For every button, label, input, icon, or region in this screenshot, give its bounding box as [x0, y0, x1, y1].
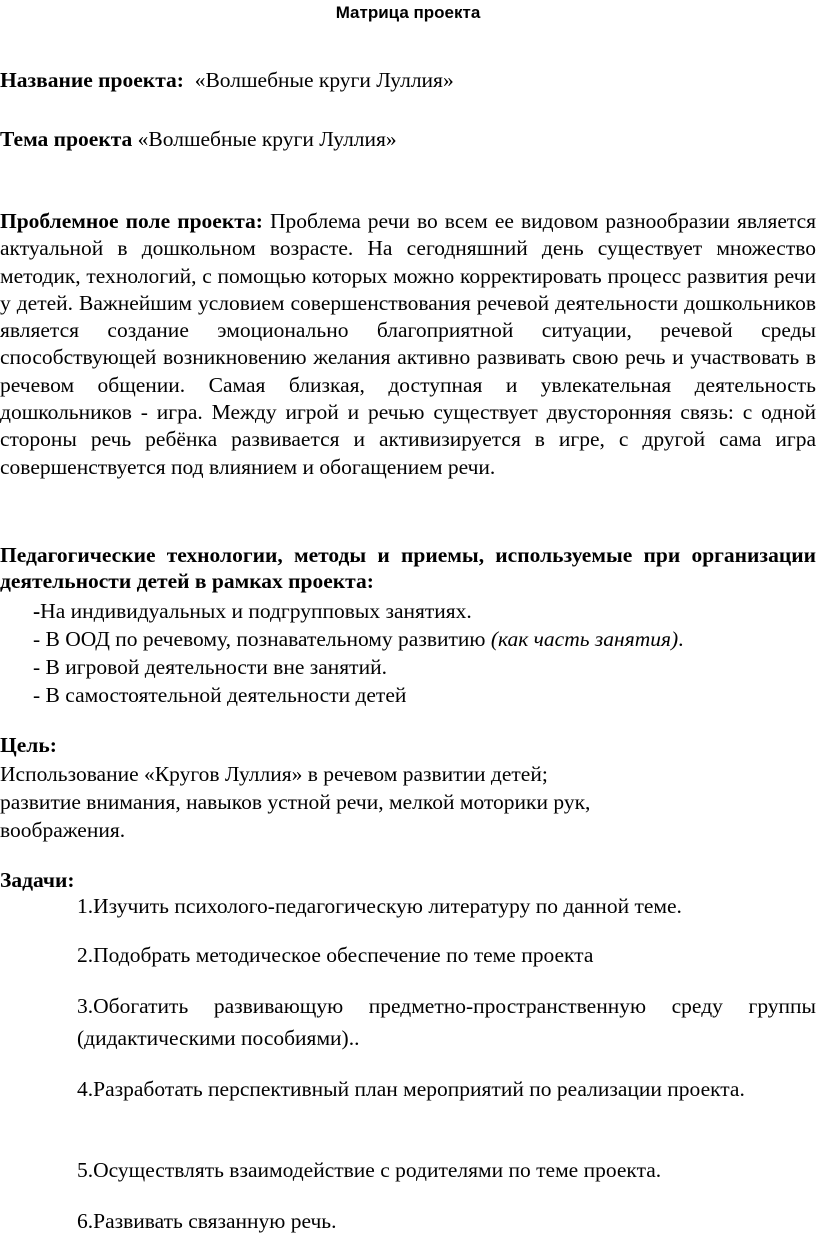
project-name-line — [0, 67, 454, 93]
pedagogical-item — [33, 682, 406, 708]
goal-label: Цель: — [0, 733, 57, 757]
pedagogical-item — [33, 654, 387, 680]
project-name-label: Название проекта: — [0, 68, 184, 92]
pedagogical-item-suffix: . — [678, 627, 684, 651]
project-theme-line — [0, 126, 397, 152]
project-theme-label: Тема проекта — [0, 127, 133, 151]
problem-field-label: Проблемное поле проекта: — [0, 209, 263, 233]
goal-line: Использование «Кругов Луллия» в речевом развитии детей; — [0, 762, 548, 786]
pedagogical-item — [33, 598, 472, 624]
project-theme-value: «Волшебные круги Луллия» — [137, 127, 397, 151]
pedagogical-heading: Педагогические технологии, методы и приемы, используемые при организации деятельности детей в рамках проекта: — [0, 543, 816, 593]
task-item: 3.Обогатить развивающую предметно-пространственную среду группы (дидактическими пособиями).. — [77, 994, 816, 1050]
pedagogical-item — [33, 626, 684, 652]
pedagogical-item-note: (как часть занятия) — [490, 627, 679, 651]
goal-line: развитие внимания, навыков устной речи, мелкой моторики рук, — [0, 790, 591, 814]
problem-field-text: Проблема речи во всем ее видовом разнообразии является актуальной в дошкольном возрасте. На сегодняшний день существует множество методик, технологий, с помощью которых можно корректировать процесс развития речи у детей. Важнейшим условием совершенствования речевой деятельности дошкольников является создание эмоционально благоприятной ситуации, речевой среды способствующей возникновению желания активно развивать свою речь и участвовать в речевом общении. Самая близкая, доступная и увлекательная деятельность дошкольников - игра. Между игрой и речью существует двусторонняя связь: с одной стороны речь ребёнка развивается и активизируется в игре, с другой сама игра совершенствуется под влиянием и обогащением речи. — [0, 209, 816, 479]
project-name-value: «Волшебные круги Луллия» — [194, 68, 454, 92]
tasks-label: Задачи: — [0, 868, 75, 892]
dash-marker: - — [33, 655, 46, 679]
task-item: 2.Подобрать методическое обеспечение по теме проекта — [77, 943, 594, 967]
pedagogical-item-text: В самостоятельной деятельности детей — [45, 683, 407, 707]
dash-marker: - — [33, 683, 46, 707]
dash-marker: - — [33, 599, 41, 623]
dash-marker: - — [33, 627, 46, 651]
pedagogical-item-text: На индивидуальных и подгрупповых занятиях. — [40, 599, 472, 623]
task-item: 6.Развивать связанную речь. — [77, 1209, 337, 1233]
task-item: 5.Осуществлять взаимодействие с родителями по теме проекта. — [77, 1158, 662, 1182]
pedagogical-item-text: В игровой деятельности вне занятий. — [45, 655, 387, 679]
document-title: Матрица проекта — [335, 3, 481, 22]
problem-field-section — [0, 208, 816, 481]
pedagogical-item-text: В ООД по речевому, познавательному развитию — [45, 627, 491, 651]
task-item: 1.Изучить психолого-педагогическую литературу по данной теме. — [77, 894, 682, 918]
task-item: 4.Разработать перспективный план мероприятий по реализации проекта. — [77, 1077, 745, 1101]
goal-line: воображения. — [0, 818, 126, 842]
